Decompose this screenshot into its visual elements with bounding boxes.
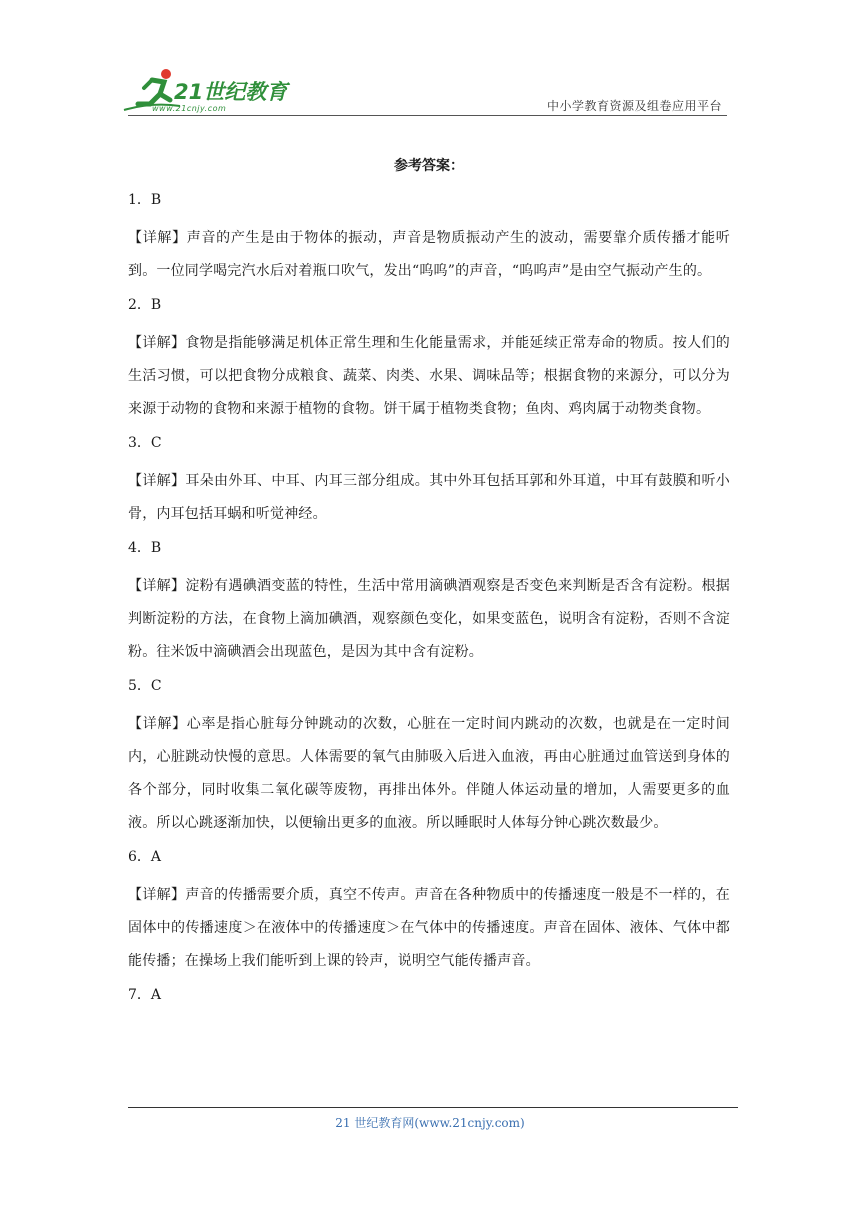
answer-number: 4．B [128,540,162,556]
platform-name: 中小学教育资源及组卷应用平台 [546,99,722,113]
answer-detail: 【详解】食物是指能够满足机体正常生理和生化能量需求，并能延续正常寿命的物质。按人们的生活习惯，可以把食物分成粮食、蔬菜、肉类、水果、调味品等；根据食物的来源分，可以分为来源于动物的食物和来源于植物的食物。饼干属于植物类食物；鱼肉、鸡肉属于动物类食物。 [128,335,730,417]
answer-number: 2．B [128,297,162,313]
answer-number: 7．A [128,987,162,1003]
answer-number: 1．B [128,192,162,208]
answer-detail: 【详解】声音的传播需要介质，真空不传声。声音在各种物质中的传播速度一般是不一样的，在固体中的传播速度＞在液体中的传播速度＞在气体中的传播速度。声音在固体、液体、气体中都能传播；在操场上我们能听到上课的铃声，说明空气能传播声音。 [128,887,730,969]
answer-item [128,189,730,288]
answer-number: 5．C [128,678,162,694]
answer-number: 6．A [128,849,162,865]
page-footer: 21 世纪教育网(www.21cnjy.com) [335,1116,525,1130]
logo-text: 21世纪教育 [174,80,288,104]
answer-item [128,984,730,1006]
answer-item [128,675,730,840]
page-title: 参考答案： [394,158,464,174]
answer-detail: 【详解】淀粉有遇碘酒变蓝的特性，生活中常用滴碘酒观察是否变色来判断是否含有淀粉。根据判断淀粉的方法，在食物上滴加碘酒，观察颜色变化，如果变蓝色，说明含有淀粉，否则不含淀粉。往米饭中滴碘酒会出现蓝色，是因为其中含有淀粉。 [128,578,730,660]
answer-detail: 【详解】声音的产生是由于物体的振动，声音是物质振动产生的波动，需要靠介质传播才能听到。一位同学喝完汽水后对着瓶口吹气，发出“呜呜”的声音，“呜呜声”是由空气振动产生的。 [128,230,730,279]
answer-item [128,432,730,531]
answer-item [128,537,730,669]
answer-content [128,155,730,1017]
logo-url: www.21cnjy.com [152,104,227,113]
answer-item [128,294,730,426]
answer-item [128,846,730,978]
answer-detail: 【详解】耳朵由外耳、中耳、内耳三部分组成。其中外耳包括耳郭和外耳道，中耳有鼓膜和听小骨，内耳包括耳蜗和听觉神经。 [128,473,730,522]
footer-divider [128,1107,738,1108]
page-header [0,0,860,130]
answer-number: 3．C [128,435,162,451]
header-divider [128,115,727,116]
answer-detail: 【详解】心率是指心脏每分钟跳动的次数，心脏在一定时间内跳动的次数，也就是在一定时间内，心脏跳动快慢的意思。人体需要的氧气由肺吸入后进入血液，再由心脏通过血管送到身体的各个部分，同时收集二氧化碳等废物，再排出体外。伴随人体运动量的增加，人需要更多的血液。所以心跳逐渐加快，以便输出更多的血液。所以睡眠时人体每分钟心跳次数最少。 [128,716,730,831]
site-logo [122,66,292,116]
